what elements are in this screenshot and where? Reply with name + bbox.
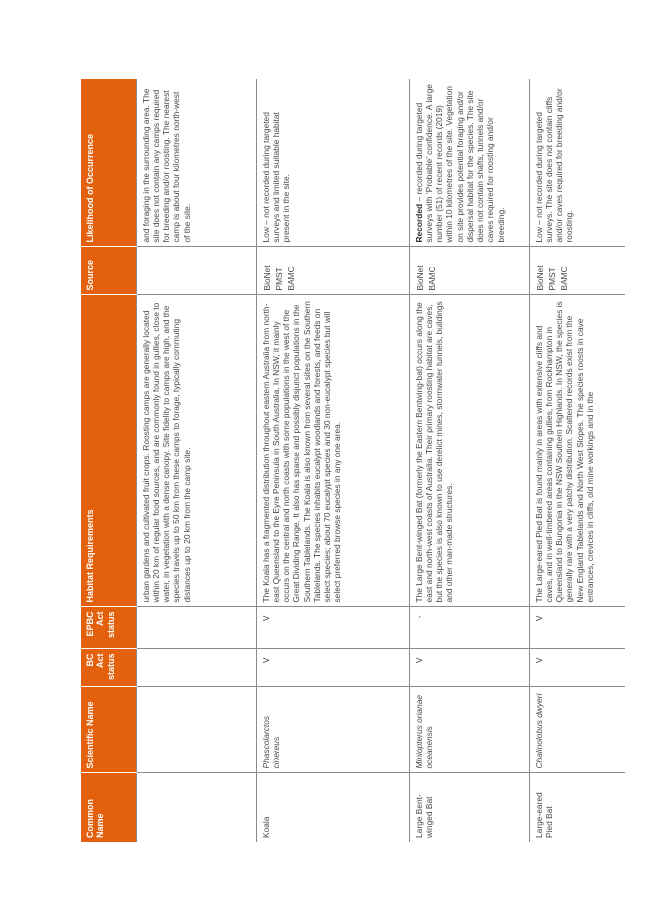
header-row [81,79,136,842]
epbc-status-cell: V [256,607,409,649]
scientific-name-cell: Chalinolobus dwyeri [529,687,625,773]
likelihood-text: Low – not recorded during targeted surveys and limited suitable habitat present in the site. [260,112,291,243]
likelihood-cell [256,79,409,247]
habitat-cell: The Large-eared Pied Bat is found mainly in areas with extensive cliffs and caves, and in well-timbered areas containing gullies, from Rockhampton in Queensland to Bungonia in the NSW Southern Highlands. In NSW, the species is generally rare with a very patchy distribution. Scattered records exist from the New England Tablelands and North West Slopes. The species roosts in cave entrances, crevices in cliffs, old mine workings and in the [529,295,625,607]
table-row [256,79,409,842]
header-habitat-requirements: Habitat Requirements [81,295,136,607]
source-item: PMST [273,267,284,291]
table-row [136,79,256,842]
source-cell [529,247,625,295]
likelihood-text: Low – not recorded during targeted surveys. The site does not contain cliffs and/or caves required for breeding and/or roosting. [533,88,575,243]
source-item: PMST [546,267,557,291]
habitat-cell: The Large Bent-winged Bat (formerly the Eastern Bentwing-bat) occurs along the east and north-west coasts of Australia. Their primary roosting habitat are caves, but the species is also known to use derelict mines, stormwater tunnels, buildings and other man-made structures. [409,295,529,607]
source-item: BioNet [534,265,545,291]
source-cell [409,247,529,295]
epbc-status-cell [136,607,256,649]
source-cell [136,247,256,295]
bc-status-cell: V [529,649,625,687]
scientific-name-cell: Miniopterus orianae oceanensis [409,687,529,773]
scientific-name-cell: Phascolarctos cinereus [256,687,409,773]
table-row [529,79,625,842]
source-item: BioNet [261,265,272,291]
likelihood-text: – recorded during targeted surveys with ‘Probable’ confidence. A large number (51) of recent records (2019) within 10 kilometres of the site. Vegetation on site provides potential foraging and/or dispersal habitat for the species. The site does not contain shafts, tunnels and/or caves required for roosting and/or breeding. [413,84,506,243]
bc-status-cell [136,649,256,687]
source-item: BAMC [285,266,296,291]
source-item: BAMC [558,266,569,291]
epbc-status-cell: V [529,607,625,649]
header-epbc-act-status: EPBC Act status [81,607,136,649]
bc-status-cell: V [409,649,529,687]
header-bc-act-status: BC Act status [81,649,136,687]
header-common-name: Common Name [81,773,136,842]
header-scientific-name: Scientific Name [81,687,136,773]
likelihood-cell [136,79,256,247]
habitat-cell: urban gardens and cultivated fruit crops. Roosting camps are generally located within 20 km of regular food sources, and are commonly found in gullies, close to water, in vegetation with a dense canopy. Site fidelity to camps are high, and the species travels up to 50 km from these camps to forage, typically commuting distances up to 20 km from the camp site. [136,295,256,607]
table-row [409,79,529,842]
bc-status-cell: V [256,649,409,687]
common-name-cell: Large-eared Pied Bat [529,773,625,842]
habitat-cell: The Koala has a fragmented distribution throughout eastern Australia from north-east Queensland to the Eyre Peninsula in South Australia. In NSW, it mainly occurs on the central and north coasts with some populations in the west of the Great Dividing Range. It also has sparse and possibly disjunct populations in the Southern Tablelands. The Koala is also known from several sites on the Southern Tablelands. The species inhabits eucalypt woodlands and forests, and feeds on select species; about 70 eucalypt species and 30 non-eucalypt species but will select preferred browse species in any one area. [256,295,409,607]
source-cell [256,247,409,295]
epbc-status-cell: - [409,607,529,649]
common-name-cell: Koala [256,773,409,842]
common-name-cell: Large Bent-winged Bat [409,773,529,842]
scientific-name-cell [136,687,256,773]
header-likelihood: Likelihood of Occurrence [81,79,136,247]
source-item: BAMC [426,266,437,291]
header-source: Source [81,247,136,295]
likelihood-lead: Recorded [413,203,424,243]
species-table [81,79,625,842]
rotated-page [81,79,595,842]
likelihood-text: and foraging in the surrounding area. The site does not contain any camps required for breeding and/or roosting. The nearest camp is about four kilometres north-west of the site. [140,88,192,243]
likelihood-cell [409,79,529,247]
likelihood-cell [529,79,625,247]
source-item: BioNet [414,265,425,291]
common-name-cell [136,773,256,842]
